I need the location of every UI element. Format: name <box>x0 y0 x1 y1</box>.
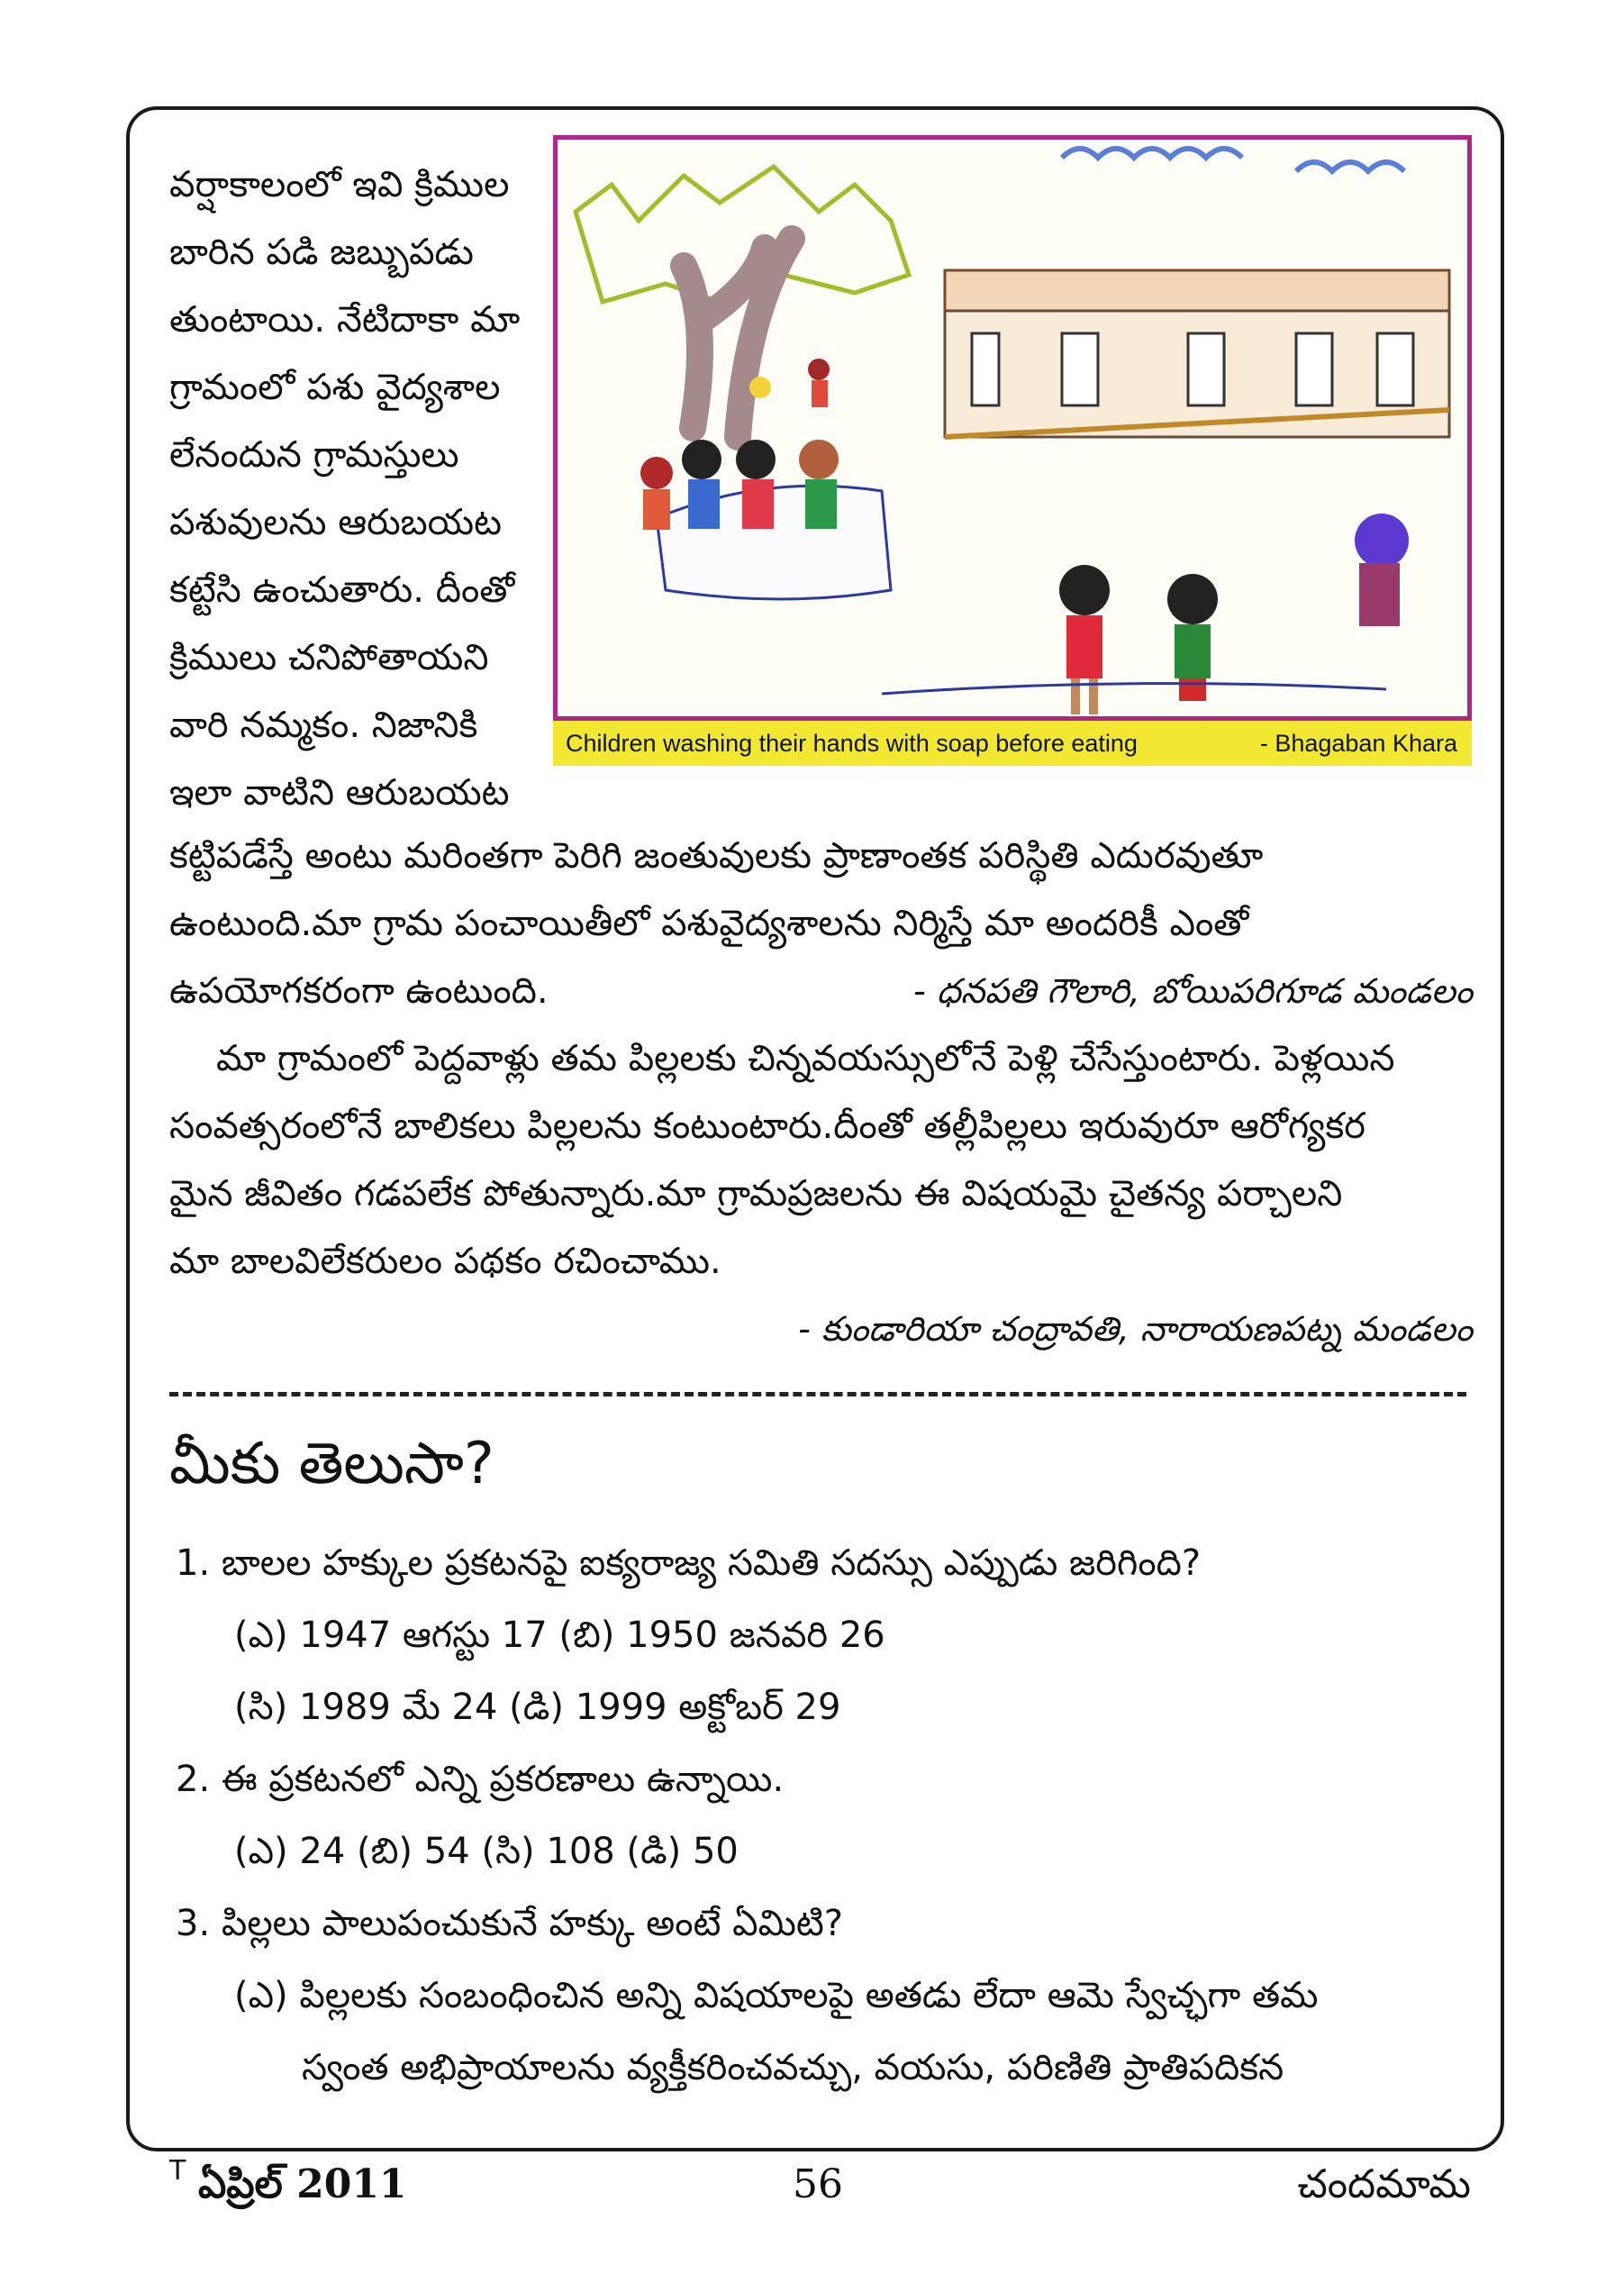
text-line: క్రిములు చనిపోతాయని <box>169 637 489 678</box>
text-line: ఉపయోగకరంగా ఉంటుంది. <box>169 970 549 1012</box>
footer-mark: T <box>169 2155 186 2187</box>
caption-text: Children washing their hands with soap before eating <box>566 730 1138 757</box>
quiz-option: (ఎ) 1947 ఆగస్టు 17 (బి) 1950 జనవరి 26 <box>234 1614 885 1656</box>
text-line: గ్రామంలో పశు వైద్యశాల <box>169 367 501 408</box>
text-line: పశువులను ఆరుబయట <box>169 502 502 543</box>
quiz-option: స్వంత అభిప్రాయాలను వ్యక్తీకరించవచ్చు, వయసు, పరిణితి ప్రాతిపదికన <box>302 2047 1284 2088</box>
text-line: కట్టిపడేస్తే అంటు మరింతగా పెరిగి జంతువులకు ప్రాణాంతక పరిస్థితి ఎదురవుతూ <box>169 835 1264 877</box>
text-line: ఉంటుంది.మా గ్రామ పంచాయితీలో పశువైద్యశాలను నిర్మిస్తే మా అందరికీ ఎంతో <box>169 903 1249 944</box>
text-line: తుంటాయి. నేటిదాకా మా <box>169 299 521 341</box>
text-line: లేనందున గ్రామస్తులు <box>169 434 459 476</box>
text-line: వారి నమ్మకం. నిజానికి <box>169 705 478 746</box>
quiz-question: 3. పిల్లలు పాలుపంచుకునే హక్కు అంటే ఏమిటి? <box>176 1903 844 1944</box>
magazine-name: చందమామ <box>1297 2161 1471 2207</box>
caption-artist: - Bhagaban Khara <box>1259 730 1457 757</box>
drawing-illustration <box>558 140 1467 716</box>
text-line: మా బాలవిలేకరులం పథకం రచించాము. <box>169 1241 721 1282</box>
page-number: 56 <box>793 2161 843 2207</box>
text-line: సంవత్సరంలోనే బాలికలు పిల్లలను కంటుంటారు.దీంతో తల్లీపిల్లలు ఇరువురూ ఆరోగ్యకర <box>169 1105 1365 1147</box>
children-drawing <box>553 135 1472 721</box>
quiz-question: 1. బాలల హక్కుల ప్రకటనపై ఐక్యరాజ్య సమితి సదస్సు ఎప్పుడు జరిగింది? <box>176 1542 1202 1584</box>
footer-issue: ఏప్రిల్ 2011 <box>198 2161 407 2207</box>
text-line: కట్టేసి ఉంచుతారు. దీంతో <box>169 569 515 611</box>
quiz-option: (ఎ) 24 (బి) 54 (సి) 108 (డి) 50 <box>234 1831 739 1872</box>
quiz-heading: మీకు తెలుసా? <box>169 1431 494 1497</box>
quiz-option: (ఎ) పిల్లలకు సంబంధించిన అన్ని విషయాలపై అతడు లేదా ఆమె స్వేచ్ఛగా తమ <box>234 1975 1319 2016</box>
text-line: ఇలా వాటిని ఆరుబయట <box>169 772 510 814</box>
text-line: వర్షాకాలంలో ఇవి క్రిముల <box>169 164 510 205</box>
quiz-question: 2. ఈ ప్రకటనలో ఎన్ని ప్రకరణాలు ఉన్నాయి. <box>176 1759 785 1800</box>
signature: - కుండారియా చంద్రావతి, నారాయణపట్న మండలం <box>798 1309 1473 1349</box>
signature: - ధనపతి గౌలారి, బోయిపరిగూడ మండలం <box>913 971 1473 1011</box>
text-line: మా గ్రామంలో పెద్దవాళ్లు తమ పిల్లలకు చిన్నవయస్సులోనే పెళ్లి చేసేస్తుంటారు. పెళ్లయిన <box>216 1038 1395 1079</box>
quiz-option: (సి) 1989 మే 24 (డి) 1999 అక్టోబర్ 29 <box>234 1687 841 1728</box>
text-line: బారిన పడి జబ్బుపడు <box>169 232 474 273</box>
section-divider <box>169 1392 1466 1396</box>
text-line: మైన జీవితం గడపలేక పోతున్నారు.మా గ్రామప్రజలను ఈ విషయమై చైతన్య పర్చాలని <box>169 1173 1343 1214</box>
image-caption <box>553 721 1472 766</box>
